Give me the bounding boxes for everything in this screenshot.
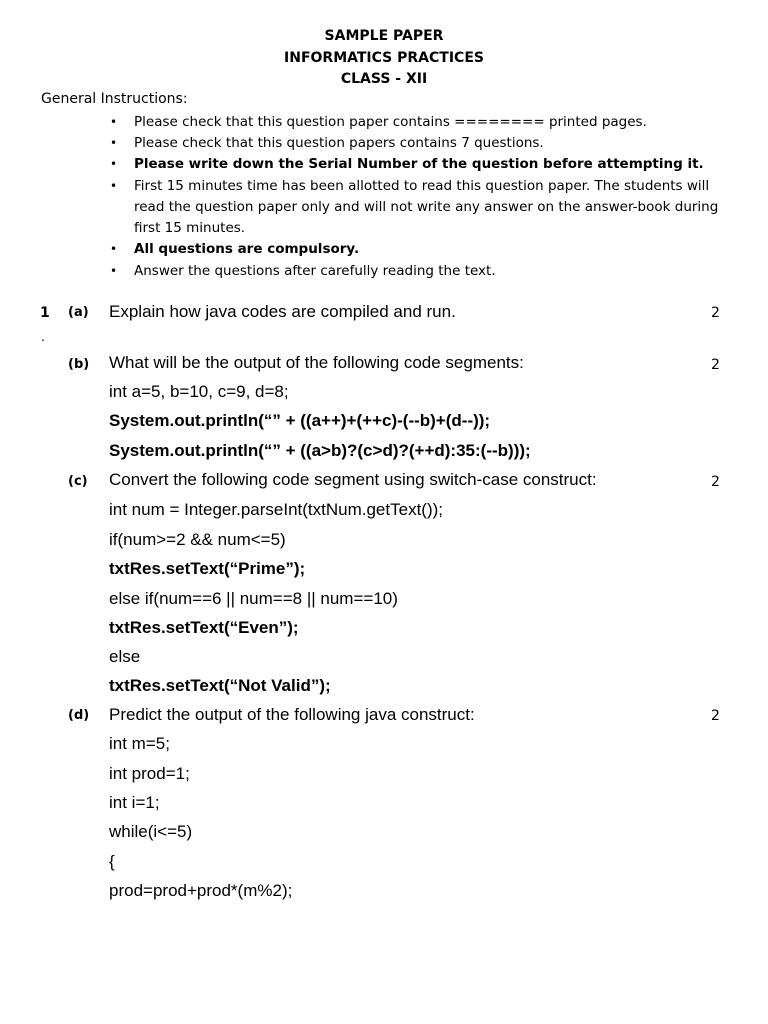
- part-label: (c): [68, 474, 88, 489]
- code-line: else: [109, 647, 141, 666]
- question-text: Convert the following code segment using switch-case construct:: [109, 470, 597, 489]
- code-line: txtRes.setText(“Even”);: [109, 618, 299, 637]
- question-number-dot: .: [41, 330, 45, 344]
- code-line: System.out.println(“” + ((a++)+(++c)-(--b)+(d--));: [109, 411, 491, 430]
- marks: 2: [711, 305, 720, 321]
- bullet-icon: •: [110, 179, 118, 193]
- code-line: if(num>=2 && num<=5): [109, 530, 286, 549]
- subject-title: INFORMATICS PRACTICES: [284, 50, 484, 66]
- instruction-item: First 15 minutes time has been allotted to read this question paper. The students will read the question paper only and will not write any answer on the answer-book during first 15 minutes.: [134, 178, 719, 236]
- part-label: (d): [68, 708, 90, 723]
- code-line: int a=5, b=10, c=9, d=8;: [109, 382, 289, 401]
- code-line: prod=prod+prod*(m%2);: [109, 881, 293, 900]
- code-line: else if(num==6 || num==8 || num==10): [109, 589, 398, 608]
- question-text: Explain how java codes are compiled and run.: [109, 302, 456, 321]
- class-title: CLASS - XII: [340, 71, 428, 87]
- instructions-heading: General Instructions:: [41, 91, 188, 107]
- instruction-item: Please check that this question paper contains ======== printed pages.: [134, 114, 647, 130]
- code-line: while(i<=5): [109, 822, 193, 841]
- code-line: int m=5;: [109, 734, 170, 753]
- code-line: System.out.println(“” + ((a>b)?(c>d)?(++d):35:(--b)));: [109, 441, 531, 460]
- instruction-item: Answer the questions after carefully reading the text.: [134, 263, 496, 279]
- marks: 2: [711, 357, 720, 373]
- question-number: 1: [40, 305, 50, 321]
- marks: 2: [711, 708, 720, 724]
- marks: 2: [711, 474, 720, 490]
- instruction-item: Please check that this question papers contains 7 questions.: [134, 135, 544, 151]
- bullet-icon: •: [110, 264, 118, 278]
- part-label: (b): [68, 357, 90, 372]
- part-label: (a): [68, 305, 89, 320]
- instruction-item: Please write down the Serial Number of the question before attempting it.: [134, 156, 704, 172]
- bullet-icon: •: [110, 136, 118, 150]
- code-line: int num = Integer.parseInt(txtNum.getText());: [109, 500, 443, 519]
- code-line: {: [109, 852, 115, 871]
- instruction-item: All questions are compulsory.: [134, 241, 360, 257]
- bullet-icon: •: [110, 157, 118, 171]
- code-line: int prod=1;: [109, 764, 190, 783]
- question-text: What will be the output of the following code segments:: [109, 353, 524, 372]
- paper-title: SAMPLE PAPER: [324, 28, 444, 44]
- code-line: txtRes.setText(“Not Valid”);: [109, 676, 331, 695]
- code-line: txtRes.setText(“Prime”);: [109, 559, 306, 578]
- bullet-icon: •: [110, 242, 118, 256]
- bullet-icon: •: [110, 115, 118, 129]
- question-text: Predict the output of the following java construct:: [109, 705, 475, 724]
- code-line: int i=1;: [109, 793, 160, 812]
